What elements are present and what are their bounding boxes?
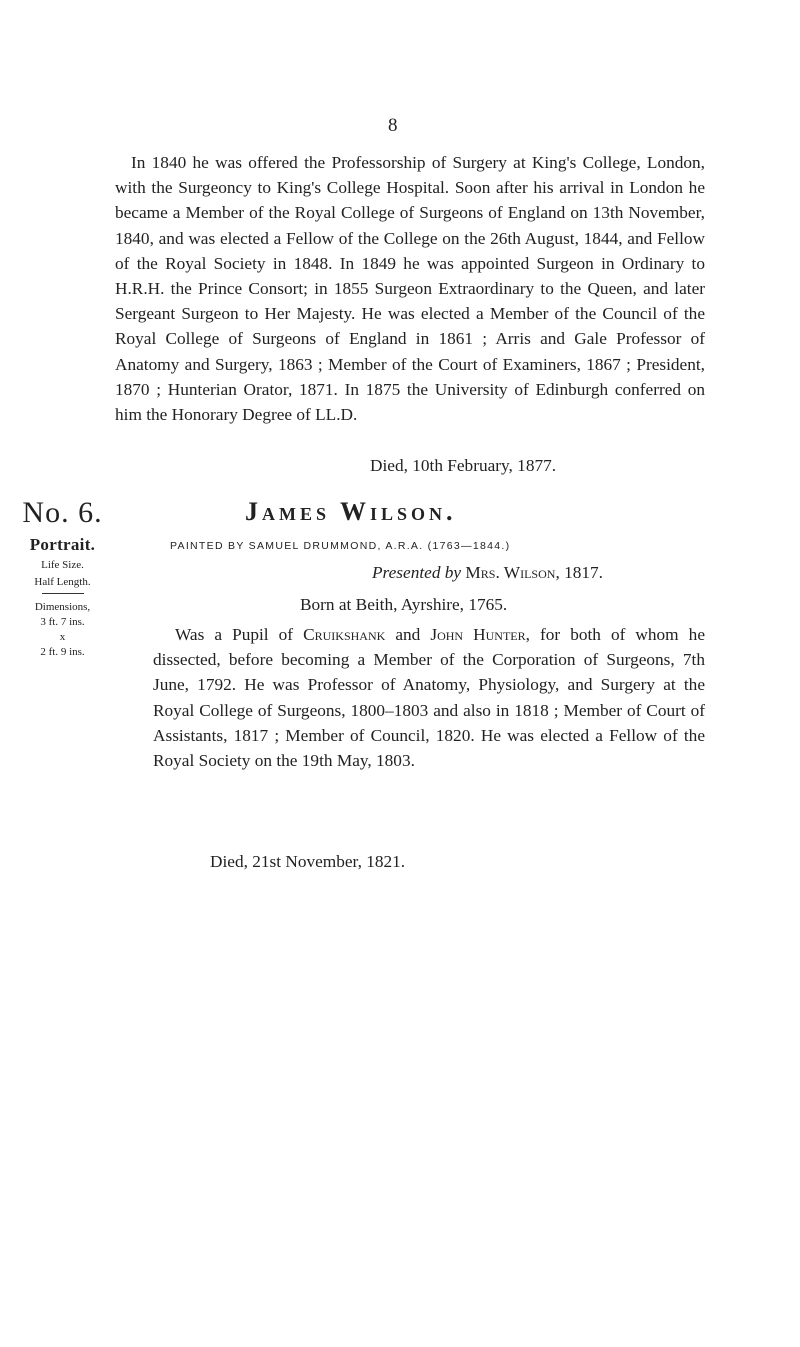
presented-by-line — [372, 563, 603, 583]
dimensions-label: Dimensions, — [34, 601, 91, 613]
entry-size-length: Half Length. — [34, 576, 91, 588]
biography-paragraph: In 1840 he was offered the Professorship of Surgery at King's College, London, with the Surgeoncy to King's College Hospital. Soon after his arrival in London he became a Member of the Royal College of Surgeons of England on 13th November, 1840, and was elected a Fellow of the College on the 26th August, 1844, and Fellow of the Royal Society in 1848. In 1849 he was appointed Surgeon in Ordinary to H.R.H. the Prince Consort; in 1855 Surgeon Extraordinary to the Queen, and later Sergeant Surgeon to Her Majesty. He was elected a Member of the Council of the Royal College of Surgeons of England in 1861 ; Arris and Gale Professor of Anatomy and Surgery, 1863 ; Member of the Court of Examiners, 1867 ; President, 1870 ; Hunterian Orator, 1871. In 1875 the University of Edinburgh conferred on him the Honorary Degree of LL.D. — [115, 153, 705, 425]
presented-donor: Mrs. Wilson — [465, 563, 556, 582]
teacher-cruikshank: Cruikshank — [303, 625, 386, 644]
death-date-previous: Died, 10th February, 1877. — [370, 456, 557, 475]
subject-name: James Wilson. — [245, 497, 457, 526]
entry-number: No. 6. — [22, 496, 103, 529]
catalogue-entry-sidebar — [20, 497, 105, 660]
presented-label: Presented by — [372, 563, 462, 582]
career-paragraph — [153, 622, 705, 773]
painter-credit: PAINTED BY SAMUEL DRUMMOND, A.R.A. (1763—1844.) — [170, 540, 511, 552]
entry-type: Portrait. — [29, 535, 96, 554]
dimensions-height: 3 ft. 7 ins. — [40, 616, 85, 628]
sidebar-divider — [42, 593, 84, 594]
career-rest: , for both of whom he dissected, before becoming a Member of the Corporation of Surgeons, 7th June, 1792. He was Professor of Anatomy, Physiology, and Surgery at the Royal College of Surgeons, 1800–1803 and also in 1818 ; Member of Court of Assistants, 1817 ; Member of Council, 1820. He was elected a Fellow of the Royal Society on the 19th May, 1803. — [153, 625, 705, 771]
entry-size-life: Life Size. — [41, 559, 84, 571]
career-and: and — [385, 625, 431, 644]
death-date-subject: Died, 21st November, 1821. — [210, 852, 406, 871]
career-start: Was a Pupil of — [175, 625, 304, 644]
teacher-hunter: John Hunter — [430, 625, 526, 644]
page-number: 8 — [388, 115, 398, 136]
dimensions-width: 2 ft. 9 ins. — [40, 646, 85, 658]
birth-line: Born at Beith, Ayrshire, 1765. — [300, 595, 508, 614]
presented-year: , 1817. — [555, 563, 603, 582]
dimensions-x: x — [59, 631, 66, 643]
